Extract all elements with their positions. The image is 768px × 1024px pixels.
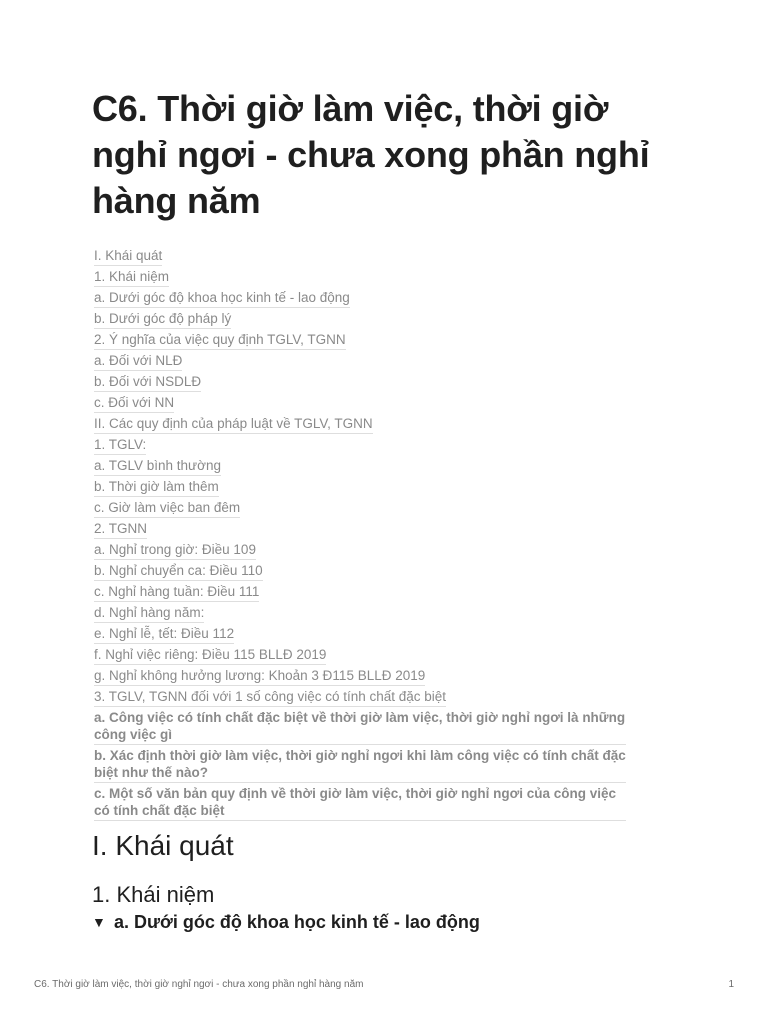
toc-item: [94, 268, 694, 289]
toc-item: [94, 541, 694, 562]
toc-link[interactable]: a. Dưới góc độ khoa học kinh tế - lao động: [94, 289, 350, 308]
toc-item: [94, 331, 694, 352]
toc-link[interactable]: b. Xác định thời giờ làm việc, thời giờ nghỉ ngơi khi làm công việc có tính chất đặc biệt như thế nào?: [94, 747, 626, 783]
toggle-block[interactable]: [92, 909, 480, 935]
toc-link[interactable]: c. Một số văn bản quy định về thời giờ làm việc, thời giờ nghỉ ngơi của công việc có tính chất đặc biệt: [94, 785, 626, 821]
toc-link[interactable]: 1. Khái niệm: [94, 268, 169, 287]
toc-link[interactable]: 2. TGNN: [94, 520, 147, 539]
toc-item: [94, 583, 694, 604]
toc-link[interactable]: 2. Ý nghĩa của việc quy định TGLV, TGNN: [94, 331, 346, 350]
toc-item: [94, 436, 694, 457]
toc-link[interactable]: e. Nghỉ lễ, tết: Điều 112: [94, 625, 234, 644]
toc-item: [94, 457, 694, 478]
toc-item: [94, 747, 694, 783]
toc-item: [94, 520, 694, 541]
subsection-heading: 1. Khái niệm: [92, 882, 215, 907]
table-of-contents: [94, 247, 694, 823]
toc-link[interactable]: f. Nghỉ việc riêng: Điều 115 BLLĐ 2019: [94, 646, 326, 665]
page-title: C6. Thời giờ làm việc, thời giờ nghỉ ngơi - chưa xong phần nghỉ hàng năm: [92, 88, 650, 221]
toc-link[interactable]: 1. TGLV:: [94, 436, 146, 455]
toc-link[interactable]: b. Đối với NSDLĐ: [94, 373, 201, 392]
toc-link[interactable]: b. Thời giờ làm thêm: [94, 478, 219, 497]
toc-item: [94, 562, 694, 583]
page-footer: [34, 978, 734, 992]
toc-link[interactable]: d. Nghỉ hàng năm:: [94, 604, 204, 623]
toc-link[interactable]: c. Đối với NN: [94, 394, 174, 413]
toc-link[interactable]: b. Nghỉ chuyển ca: Điều 110: [94, 562, 263, 581]
toc-link[interactable]: a. TGLV bình thường: [94, 457, 221, 476]
toc-link[interactable]: c. Giờ làm việc ban đêm: [94, 499, 240, 518]
toc-link[interactable]: a. Đối với NLĐ: [94, 352, 182, 371]
toc-link[interactable]: c. Nghỉ hàng tuần: Điều 111: [94, 583, 259, 602]
toc-item: [94, 604, 694, 625]
toc-link[interactable]: 3. TGLV, TGNN đối với 1 số công việc có tính chất đặc biệt: [94, 688, 446, 707]
toc-link[interactable]: g. Nghỉ không hưởng lương: Khoản 3 Đ115 BLLĐ 2019: [94, 667, 425, 686]
toc-item: [94, 625, 694, 646]
section-heading: I. Khái quát: [92, 830, 234, 861]
toc-item: [94, 310, 694, 331]
toc-item: [94, 373, 694, 394]
toc-item: [94, 646, 694, 667]
toc-link[interactable]: II. Các quy định của pháp luật về TGLV, TGNN: [94, 415, 373, 434]
toc-item: [94, 667, 694, 688]
page-number: 1: [728, 979, 734, 990]
toc-item: [94, 415, 694, 436]
toc-link[interactable]: a. Nghỉ trong giờ: Điều 109: [94, 541, 256, 560]
toc-item: [94, 709, 694, 745]
toc-item: [94, 289, 694, 310]
toc-item: [94, 394, 694, 415]
footer-title: C6. Thời giờ làm việc, thời giờ nghỉ ngơi - chưa xong phần nghỉ hàng năm: [34, 979, 364, 990]
toc-item: [94, 352, 694, 373]
toc-item: [94, 247, 694, 268]
triangle-down-icon[interactable]: ▼: [92, 914, 106, 930]
toc-link[interactable]: I. Khái quát: [94, 247, 162, 266]
toc-item: [94, 785, 694, 821]
toc-item: [94, 478, 694, 499]
toc-item: [94, 688, 694, 709]
toc-link[interactable]: a. Công việc có tính chất đặc biệt về thời giờ làm việc, thời giờ nghỉ ngơi là những công việc gì: [94, 709, 626, 745]
toc-item: [94, 499, 694, 520]
toc-link[interactable]: b. Dưới góc độ pháp lý: [94, 310, 231, 329]
toggle-label: a. Dưới góc độ khoa học kinh tế - lao động: [114, 912, 480, 932]
